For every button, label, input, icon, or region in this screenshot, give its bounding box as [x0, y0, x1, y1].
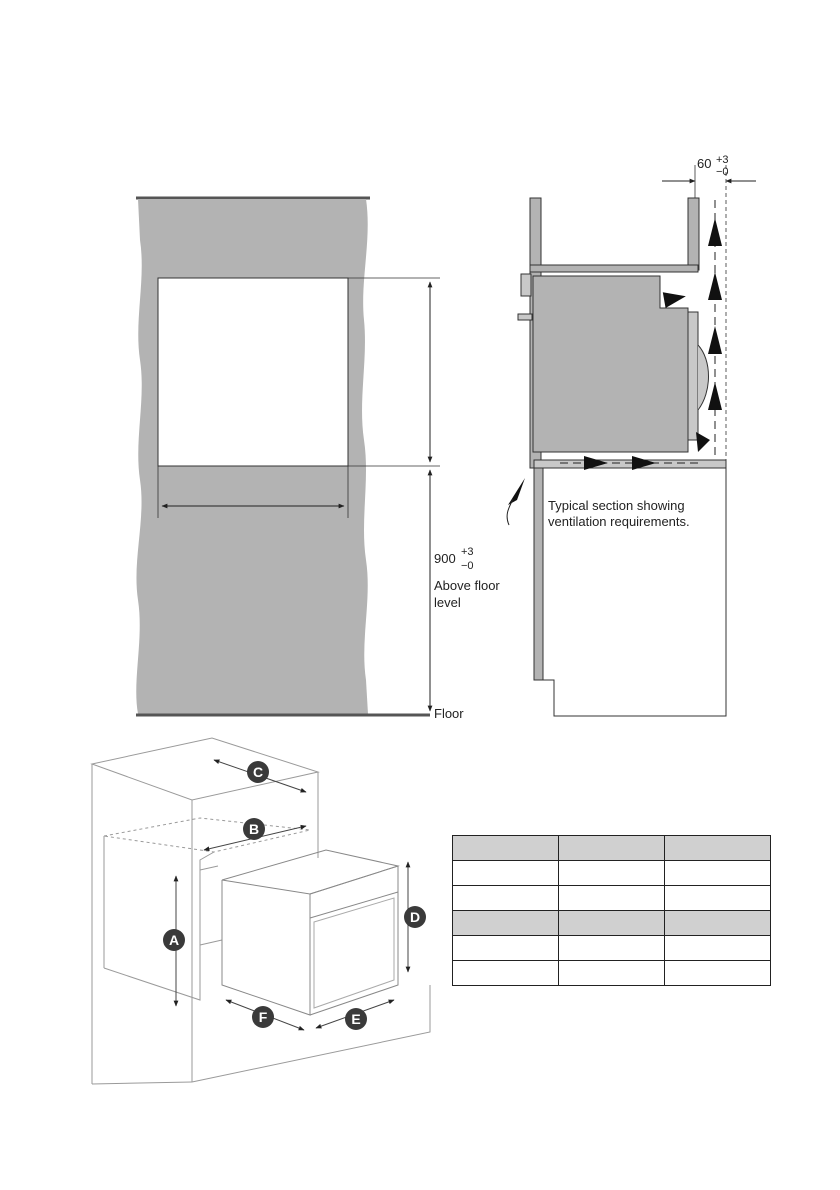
- height-note-line1: Above floor: [434, 578, 500, 593]
- gap-tolerance-minus: −0: [716, 166, 729, 178]
- height-note-line2: level: [434, 595, 461, 610]
- height-tolerance-minus: −0: [461, 560, 474, 572]
- height-value: 900: [434, 551, 456, 566]
- iso-dimensions: [176, 760, 408, 1030]
- label-d: D: [409, 909, 421, 925]
- table-row: [453, 886, 771, 911]
- label-badge-a: [163, 929, 185, 951]
- table-header-row: [453, 911, 771, 936]
- label-badge-e: [345, 1008, 367, 1030]
- front-panel-lower: [534, 468, 543, 680]
- table-cell: [559, 886, 665, 911]
- oven-niche: [158, 278, 348, 466]
- height-tolerance-plus: +3: [461, 546, 474, 558]
- table-cell: [665, 911, 771, 936]
- label-badge-c: [247, 761, 269, 783]
- table-cell: [453, 886, 559, 911]
- isometric-installation: [92, 738, 430, 1084]
- door-handle: [518, 314, 532, 320]
- ventilation-section: [507, 154, 756, 716]
- table-cell: [453, 936, 559, 961]
- table-row: [453, 861, 771, 886]
- label-f: F: [258, 1009, 268, 1025]
- table-cell: [453, 911, 559, 936]
- table-header-row: [453, 836, 771, 861]
- table-row: [453, 961, 771, 986]
- caption-line2: ventilation requirements.: [548, 514, 690, 529]
- label-badge-b: [243, 818, 265, 840]
- fan-housing: [688, 312, 698, 440]
- table-cell: [559, 961, 665, 986]
- table-cell: [665, 836, 771, 861]
- gap-tolerance-plus: +3: [716, 154, 729, 166]
- table-cell: [453, 861, 559, 886]
- table-cell: [559, 936, 665, 961]
- table-cell: [665, 936, 771, 961]
- table-cell: [665, 886, 771, 911]
- floor-label: Floor: [434, 706, 464, 721]
- top-shelf: [530, 265, 698, 272]
- table-cell: [559, 911, 665, 936]
- caption-line1: Typical section showing: [548, 498, 685, 513]
- fan-cover: [698, 345, 709, 410]
- table-cell: [453, 836, 559, 861]
- label-badge-f: [252, 1006, 274, 1028]
- label-badge-d: [404, 906, 426, 928]
- cabinet-elevation: [136, 198, 500, 721]
- label-a: A: [168, 932, 180, 948]
- table-cell: [559, 861, 665, 886]
- control-knob: [521, 274, 531, 296]
- label-b: B: [248, 821, 260, 837]
- table-cell: [665, 861, 771, 886]
- dimension-table: [452, 835, 771, 986]
- label-e: E: [351, 1011, 361, 1027]
- gap-value: 60: [697, 156, 712, 171]
- table-row: [453, 936, 771, 961]
- label-c: C: [252, 764, 264, 780]
- table-cell: [559, 836, 665, 861]
- oven-base: [534, 460, 726, 468]
- table-cell: [453, 961, 559, 986]
- back-panel: [688, 198, 699, 270]
- table-cell: [665, 961, 771, 986]
